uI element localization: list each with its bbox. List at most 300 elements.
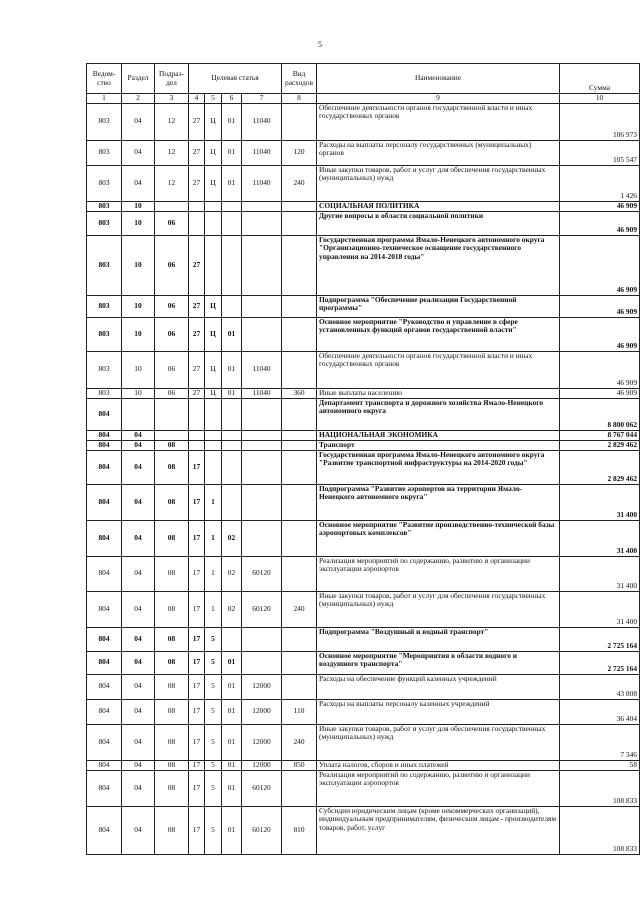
celevaya-1-cell xyxy=(189,201,205,211)
vid-raskhodov-cell: 240 xyxy=(282,165,317,201)
vedomstvo-cell: 803 xyxy=(87,351,122,388)
vedomstvo-cell: 803 xyxy=(87,317,122,351)
celevaya-4-cell: 12000 xyxy=(242,760,282,770)
vid-raskhodov-cell xyxy=(282,520,317,556)
celevaya-3-cell xyxy=(222,211,242,235)
column-number: 3 xyxy=(155,94,189,104)
razdel-cell: 04 xyxy=(122,674,155,699)
vedomstvo-cell: 803 xyxy=(87,211,122,235)
celevaya-3-cell: 01 xyxy=(222,760,242,770)
podrazdel-cell: 08 xyxy=(155,484,189,520)
naimenovanie-cell: СОЦИАЛЬНАЯ ПОЛИТИКА xyxy=(317,201,560,211)
celevaya-1-cell: 27 xyxy=(189,140,205,165)
razdel-cell: 10 xyxy=(122,388,155,398)
vid-raskhodov-cell xyxy=(282,351,317,388)
naimenovanie-cell: Уплата налогов, сборов и иных платежей xyxy=(317,760,560,770)
column-numbers-row xyxy=(87,94,640,104)
celevaya-2-cell: 1 xyxy=(205,556,222,591)
naimenovanie-cell: Транспорт xyxy=(317,440,560,450)
vedomstvo-cell: 803 xyxy=(87,295,122,317)
celevaya-2-cell: 5 xyxy=(205,724,222,760)
celevaya-4-cell: 60120 xyxy=(242,770,282,806)
header-vid-raskhodov: Вид расходов xyxy=(282,64,317,94)
celevaya-1-cell: 17 xyxy=(189,484,205,520)
summa-cell: 46 909 xyxy=(560,211,640,235)
header-celevaya-statya: Целевая статья xyxy=(189,64,282,94)
razdel-cell: 04 xyxy=(122,591,155,627)
razdel-cell: 04 xyxy=(122,140,155,165)
column-number: 4 xyxy=(189,94,205,104)
celevaya-2-cell xyxy=(205,430,222,440)
celevaya-2-cell: 5 xyxy=(205,674,222,699)
razdel-cell: 04 xyxy=(122,556,155,591)
podrazdel-cell: 08 xyxy=(155,591,189,627)
vedomstvo-cell: 804 xyxy=(87,450,122,484)
table-row xyxy=(87,806,640,854)
header-vedomstvo: Ведом-ство xyxy=(87,64,122,94)
celevaya-2-cell: Ц xyxy=(205,317,222,351)
naimenovanie-cell: НАЦИОНАЛЬНАЯ ЭКОНОМИКА xyxy=(317,430,560,440)
naimenovanie-cell: Другие вопросы в области социальной политики xyxy=(317,211,560,235)
vid-raskhodov-cell xyxy=(282,674,317,699)
vedomstvo-cell: 804 xyxy=(87,651,122,674)
celevaya-4-cell: 60120 xyxy=(242,591,282,627)
celevaya-1-cell: 27 xyxy=(189,103,205,140)
vid-raskhodov-cell: 810 xyxy=(282,806,317,854)
vedomstvo-cell: 803 xyxy=(87,140,122,165)
vedomstvo-cell: 804 xyxy=(87,806,122,854)
podrazdel-cell: 08 xyxy=(155,699,189,724)
celevaya-3-cell: 01 xyxy=(222,770,242,806)
vedomstvo-cell: 804 xyxy=(87,398,122,430)
celevaya-1-cell: 17 xyxy=(189,760,205,770)
razdel-cell: 04 xyxy=(122,484,155,520)
table-row xyxy=(87,760,640,770)
celevaya-4-cell: 11040 xyxy=(242,388,282,398)
celevaya-4-cell: 11040 xyxy=(242,351,282,388)
celevaya-2-cell: Ц xyxy=(205,295,222,317)
celevaya-2-cell: 1 xyxy=(205,520,222,556)
celevaya-2-cell: 5 xyxy=(205,699,222,724)
celevaya-3-cell: 01 xyxy=(222,140,242,165)
celevaya-1-cell xyxy=(189,398,205,430)
vedomstvo-cell: 803 xyxy=(87,388,122,398)
summa-cell: 105 547 xyxy=(560,140,640,165)
table-row xyxy=(87,591,640,627)
celevaya-4-cell xyxy=(242,440,282,450)
naimenovanie-cell: Государственная программа Ямало-Ненецкого автономного округа "Организационно-техническое оснащение государственного управления на 2014-2018 годы" xyxy=(317,235,560,295)
podrazdel-cell: 08 xyxy=(155,627,189,651)
razdel-cell: 04 xyxy=(122,103,155,140)
celevaya-3-cell: 01 xyxy=(222,103,242,140)
razdel-cell: 04 xyxy=(122,430,155,440)
vid-raskhodov-cell xyxy=(282,770,317,806)
celevaya-1-cell: 17 xyxy=(189,806,205,854)
summa-cell: 8 767 044 xyxy=(560,430,640,440)
table-row xyxy=(87,140,640,165)
column-number: 6 xyxy=(222,94,242,104)
vid-raskhodov-cell: 240 xyxy=(282,724,317,760)
razdel-cell: 04 xyxy=(122,651,155,674)
vedomstvo-cell: 804 xyxy=(87,627,122,651)
naimenovanie-cell: Департамент транспорта и дорожного хозяйства Ямало-Ненецкого автономного округа xyxy=(317,398,560,430)
summa-cell: 46 909 xyxy=(560,295,640,317)
summa-cell: 31 400 xyxy=(560,591,640,627)
podrazdel-cell: 06 xyxy=(155,295,189,317)
razdel-cell: 04 xyxy=(122,770,155,806)
podrazdel-cell: 08 xyxy=(155,724,189,760)
celevaya-4-cell xyxy=(242,430,282,440)
column-number: 7 xyxy=(242,94,282,104)
celevaya-1-cell: 27 xyxy=(189,388,205,398)
celevaya-4-cell xyxy=(242,520,282,556)
table-row xyxy=(87,235,640,295)
vid-raskhodov-cell xyxy=(282,211,317,235)
celevaya-1-cell: 17 xyxy=(189,556,205,591)
table-row xyxy=(87,317,640,351)
summa-cell: 46 909 xyxy=(560,351,640,388)
celevaya-2-cell: 5 xyxy=(205,770,222,806)
podrazdel-cell: 06 xyxy=(155,235,189,295)
naimenovanie-cell: Обеспечение деятельности органов государственной власти и иных государственных органов xyxy=(317,351,560,388)
table-row xyxy=(87,388,640,398)
celevaya-3-cell: 02 xyxy=(222,556,242,591)
vid-raskhodov-cell xyxy=(282,103,317,140)
celevaya-3-cell xyxy=(222,235,242,295)
vid-raskhodov-cell: 110 xyxy=(282,699,317,724)
summa-cell: 7 346 xyxy=(560,724,640,760)
celevaya-1-cell: 27 xyxy=(189,317,205,351)
vedomstvo-cell: 804 xyxy=(87,484,122,520)
celevaya-4-cell: 12000 xyxy=(242,674,282,699)
podrazdel-cell xyxy=(155,201,189,211)
celevaya-4-cell: 11040 xyxy=(242,140,282,165)
celevaya-4-cell xyxy=(242,450,282,484)
vid-raskhodov-cell: 360 xyxy=(282,388,317,398)
podrazdel-cell: 08 xyxy=(155,520,189,556)
celevaya-4-cell xyxy=(242,201,282,211)
celevaya-3-cell xyxy=(222,201,242,211)
naimenovanie-cell: Основное мероприятие "Мероприятия в области водного и воздушного транспорта" xyxy=(317,651,560,674)
vedomstvo-cell: 804 xyxy=(87,674,122,699)
podrazdel-cell: 12 xyxy=(155,140,189,165)
table-row xyxy=(87,674,640,699)
podrazdel-cell: 06 xyxy=(155,388,189,398)
celevaya-1-cell: 17 xyxy=(189,520,205,556)
celevaya-1-cell xyxy=(189,440,205,450)
vedomstvo-cell: 803 xyxy=(87,235,122,295)
celevaya-2-cell xyxy=(205,450,222,484)
celevaya-2-cell: 5 xyxy=(205,627,222,651)
vid-raskhodov-cell xyxy=(282,627,317,651)
column-number: 5 xyxy=(205,94,222,104)
vid-raskhodov-cell: 240 xyxy=(282,591,317,627)
celevaya-3-cell: 01 xyxy=(222,388,242,398)
vedomstvo-cell: 804 xyxy=(87,430,122,440)
celevaya-1-cell: 17 xyxy=(189,450,205,484)
naimenovanie-cell: Расходы на выплаты персоналу государственных (муниципальных) органов xyxy=(317,140,560,165)
celevaya-4-cell: 12000 xyxy=(242,724,282,760)
table-body xyxy=(87,103,640,854)
podrazdel-cell: 06 xyxy=(155,317,189,351)
table-row xyxy=(87,430,640,440)
podrazdel-cell: 06 xyxy=(155,211,189,235)
celevaya-1-cell xyxy=(189,211,205,235)
header-naimenovanie: Наименование xyxy=(317,64,560,94)
table-row xyxy=(87,450,640,484)
summa-cell: 31 400 xyxy=(560,520,640,556)
podrazdel-cell xyxy=(155,398,189,430)
table-row xyxy=(87,651,640,674)
celevaya-4-cell xyxy=(242,211,282,235)
podrazdel-cell: 08 xyxy=(155,651,189,674)
razdel-cell: 04 xyxy=(122,806,155,854)
celevaya-2-cell: Ц xyxy=(205,165,222,201)
table-row xyxy=(87,770,640,806)
vid-raskhodov-cell xyxy=(282,235,317,295)
table-row xyxy=(87,211,640,235)
celevaya-3-cell: 01 xyxy=(222,351,242,388)
podrazdel-cell: 12 xyxy=(155,165,189,201)
celevaya-3-cell xyxy=(222,484,242,520)
celevaya-2-cell xyxy=(205,398,222,430)
podrazdel-cell: 12 xyxy=(155,103,189,140)
celevaya-2-cell xyxy=(205,201,222,211)
celevaya-3-cell xyxy=(222,295,242,317)
podrazdel-cell: 06 xyxy=(155,351,189,388)
naimenovanie-cell: Подпрограмма "Воздушный и водный транспорт" xyxy=(317,627,560,651)
summa-cell: 106 973 xyxy=(560,103,640,140)
naimenovanie-cell: Иные закупки товаров, работ и услуг для обеспечения государственных (муниципальных) нужд xyxy=(317,165,560,201)
celevaya-1-cell: 17 xyxy=(189,770,205,806)
vid-raskhodov-cell: 120 xyxy=(282,140,317,165)
razdel-cell: 04 xyxy=(122,627,155,651)
celevaya-3-cell: 01 xyxy=(222,806,242,854)
razdel-cell: 04 xyxy=(122,699,155,724)
celevaya-3-cell: 01 xyxy=(222,651,242,674)
celevaya-3-cell xyxy=(222,430,242,440)
celevaya-2-cell: Ц xyxy=(205,103,222,140)
table-row xyxy=(87,484,640,520)
naimenovanie-cell: Реализация мероприятий по содержанию, развитию и организации эксплуатации аэропортов xyxy=(317,770,560,806)
celevaya-2-cell: Ц xyxy=(205,351,222,388)
celevaya-2-cell: 5 xyxy=(205,651,222,674)
celevaya-4-cell xyxy=(242,484,282,520)
summa-cell: 31 400 xyxy=(560,484,640,520)
razdel-cell: 04 xyxy=(122,724,155,760)
table-row xyxy=(87,398,640,430)
vedomstvo-cell: 803 xyxy=(87,201,122,211)
summa-cell: 2 829 462 xyxy=(560,440,640,450)
celevaya-4-cell: 11040 xyxy=(242,103,282,140)
celevaya-4-cell xyxy=(242,651,282,674)
podrazdel-cell: 08 xyxy=(155,770,189,806)
podrazdel-cell: 08 xyxy=(155,760,189,770)
column-number: 8 xyxy=(282,94,317,104)
podrazdel-cell: 08 xyxy=(155,450,189,484)
summa-cell: 58 xyxy=(560,760,640,770)
table-row xyxy=(87,556,640,591)
vedomstvo-cell: 803 xyxy=(87,103,122,140)
table-row xyxy=(87,724,640,760)
razdel-cell: 04 xyxy=(122,450,155,484)
celevaya-2-cell xyxy=(205,235,222,295)
celevaya-2-cell: 5 xyxy=(205,760,222,770)
celevaya-2-cell: 1 xyxy=(205,484,222,520)
column-number: 2 xyxy=(122,94,155,104)
celevaya-4-cell: 11040 xyxy=(242,165,282,201)
celevaya-2-cell xyxy=(205,211,222,235)
vedomstvo-cell: 804 xyxy=(87,520,122,556)
podrazdel-cell: 08 xyxy=(155,556,189,591)
table-row xyxy=(87,103,640,140)
header-summa: Сумма xyxy=(560,64,640,94)
celevaya-3-cell: 01 xyxy=(222,317,242,351)
vedomstvo-cell: 804 xyxy=(87,724,122,760)
naimenovanie-cell: Государственная программа Ямало-Ненецкого автономного округа "Развитие транспортной инфраструктуры на 2014-2020 годы" xyxy=(317,450,560,484)
budget-table xyxy=(86,63,640,855)
vid-raskhodov-cell xyxy=(282,398,317,430)
celevaya-2-cell: 1 xyxy=(205,591,222,627)
celevaya-1-cell: 17 xyxy=(189,699,205,724)
razdel-cell: 10 xyxy=(122,317,155,351)
celevaya-1-cell: 17 xyxy=(189,724,205,760)
razdel-cell: 04 xyxy=(122,520,155,556)
razdel-cell: 10 xyxy=(122,295,155,317)
podrazdel-cell: 08 xyxy=(155,674,189,699)
celevaya-1-cell xyxy=(189,430,205,440)
table-row xyxy=(87,201,640,211)
celevaya-4-cell xyxy=(242,295,282,317)
podrazdel-cell: 08 xyxy=(155,440,189,450)
celevaya-2-cell: Ц xyxy=(205,140,222,165)
summa-cell: 108 833 xyxy=(560,806,640,854)
razdel-cell: 04 xyxy=(122,165,155,201)
header-razdel: Раздел xyxy=(122,64,155,94)
celevaya-4-cell xyxy=(242,235,282,295)
celevaya-1-cell: 17 xyxy=(189,674,205,699)
celevaya-4-cell xyxy=(242,627,282,651)
celevaya-2-cell xyxy=(205,440,222,450)
naimenovanie-cell: Субсидии юридическим лицам (кроме некоммерческих организаций), индивидуальным предпринимателям, физическим лицам - производителям товаров, работ, услуг xyxy=(317,806,560,854)
celevaya-3-cell xyxy=(222,450,242,484)
celevaya-3-cell: 01 xyxy=(222,699,242,724)
table-row xyxy=(87,627,640,651)
celevaya-1-cell: 27 xyxy=(189,351,205,388)
vedomstvo-cell: 804 xyxy=(87,760,122,770)
vedomstvo-cell: 804 xyxy=(87,591,122,627)
naimenovanie-cell: Подпрограмма "Обеспечение реализации Государственной программы" xyxy=(317,295,560,317)
vid-raskhodov-cell xyxy=(282,556,317,591)
table-row xyxy=(87,165,640,201)
vedomstvo-cell: 804 xyxy=(87,556,122,591)
razdel-cell: 04 xyxy=(122,760,155,770)
page-number: 5 xyxy=(318,40,322,49)
naimenovanie-cell: Реализация мероприятий по содержанию, развитию и организации эксплуатации аэропортов xyxy=(317,556,560,591)
summa-cell: 1 426 xyxy=(560,165,640,201)
celevaya-2-cell: 5 xyxy=(205,806,222,854)
summa-cell: 46 909 xyxy=(560,317,640,351)
celevaya-3-cell: 02 xyxy=(222,520,242,556)
vedomstvo-cell: 803 xyxy=(87,165,122,201)
table-row xyxy=(87,520,640,556)
celevaya-1-cell: 27 xyxy=(189,235,205,295)
celevaya-4-cell: 12000 xyxy=(242,699,282,724)
table-row xyxy=(87,295,640,317)
vid-raskhodov-cell xyxy=(282,484,317,520)
razdel-cell: 10 xyxy=(122,211,155,235)
razdel-cell: 10 xyxy=(122,201,155,211)
summa-cell: 36 404 xyxy=(560,699,640,724)
celevaya-2-cell: Ц xyxy=(205,388,222,398)
vedomstvo-cell: 804 xyxy=(87,440,122,450)
celevaya-4-cell xyxy=(242,317,282,351)
vid-raskhodov-cell xyxy=(282,430,317,440)
table-row xyxy=(87,351,640,388)
summa-cell: 2 725 164 xyxy=(560,627,640,651)
summa-cell: 46 909 xyxy=(560,388,640,398)
summa-cell: 108 833 xyxy=(560,770,640,806)
vid-raskhodov-cell xyxy=(282,201,317,211)
table-row xyxy=(87,440,640,450)
celevaya-3-cell: 01 xyxy=(222,165,242,201)
header-podrazdel: Подраз-дел xyxy=(155,64,189,94)
naimenovanie-cell: Иные закупки товаров, работ и услуг для обеспечения государственных (муниципальных) нужд xyxy=(317,724,560,760)
naimenovanie-cell: Иные выплаты населению xyxy=(317,388,560,398)
vid-raskhodov-cell: 850 xyxy=(282,760,317,770)
vid-raskhodov-cell xyxy=(282,450,317,484)
celevaya-3-cell xyxy=(222,627,242,651)
celevaya-3-cell: 02 xyxy=(222,591,242,627)
naimenovanie-cell: Основное мероприятие "Развитие производственно-технической базы аэропортовых комплексов" xyxy=(317,520,560,556)
summa-cell: 2 829 462 xyxy=(560,450,640,484)
celevaya-1-cell: 27 xyxy=(189,165,205,201)
podrazdel-cell: 08 xyxy=(155,806,189,854)
summa-cell: 31 400 xyxy=(560,556,640,591)
vid-raskhodov-cell xyxy=(282,317,317,351)
celevaya-4-cell: 60120 xyxy=(242,556,282,591)
naimenovanie-cell: Подпрограмма "Развитие аэропортов на территории Ямало-Ненецкого автономного округа" xyxy=(317,484,560,520)
naimenovanie-cell: Иные закупки товаров, работ и услуг для обеспечения государственных (муниципальных) нужд xyxy=(317,591,560,627)
celevaya-3-cell xyxy=(222,440,242,450)
celevaya-3-cell: 01 xyxy=(222,724,242,760)
naimenovanie-cell: Обеспечение деятельности органов государственной власти и иных государственных органов xyxy=(317,103,560,140)
celevaya-1-cell: 17 xyxy=(189,591,205,627)
column-number: 1 xyxy=(87,94,122,104)
celevaya-4-cell: 60120 xyxy=(242,806,282,854)
summa-cell: 46 909 xyxy=(560,235,640,295)
celevaya-3-cell: 01 xyxy=(222,674,242,699)
summa-cell: 8 800 062 xyxy=(560,398,640,430)
celevaya-3-cell xyxy=(222,398,242,430)
naimenovanie-cell: Расходы на выплаты персоналу казенных учреждений xyxy=(317,699,560,724)
razdel-cell: 04 xyxy=(122,440,155,450)
summa-cell: 43 808 xyxy=(560,674,640,699)
celevaya-1-cell: 17 xyxy=(189,651,205,674)
podrazdel-cell xyxy=(155,430,189,440)
vid-raskhodov-cell xyxy=(282,295,317,317)
vedomstvo-cell: 804 xyxy=(87,699,122,724)
summa-cell: 2 725 164 xyxy=(560,651,640,674)
naimenovanie-cell: Расходы на обеспечение функций казенных учреждений xyxy=(317,674,560,699)
razdel-cell: 10 xyxy=(122,351,155,388)
naimenovanie-cell: Основное мероприятие "Руководство и управление в сфере установленных функций органов государственной власти" xyxy=(317,317,560,351)
column-number: 10 xyxy=(560,94,640,104)
razdel-cell xyxy=(122,398,155,430)
vedomstvo-cell: 804 xyxy=(87,770,122,806)
vid-raskhodov-cell xyxy=(282,440,317,450)
celevaya-1-cell: 17 xyxy=(189,627,205,651)
